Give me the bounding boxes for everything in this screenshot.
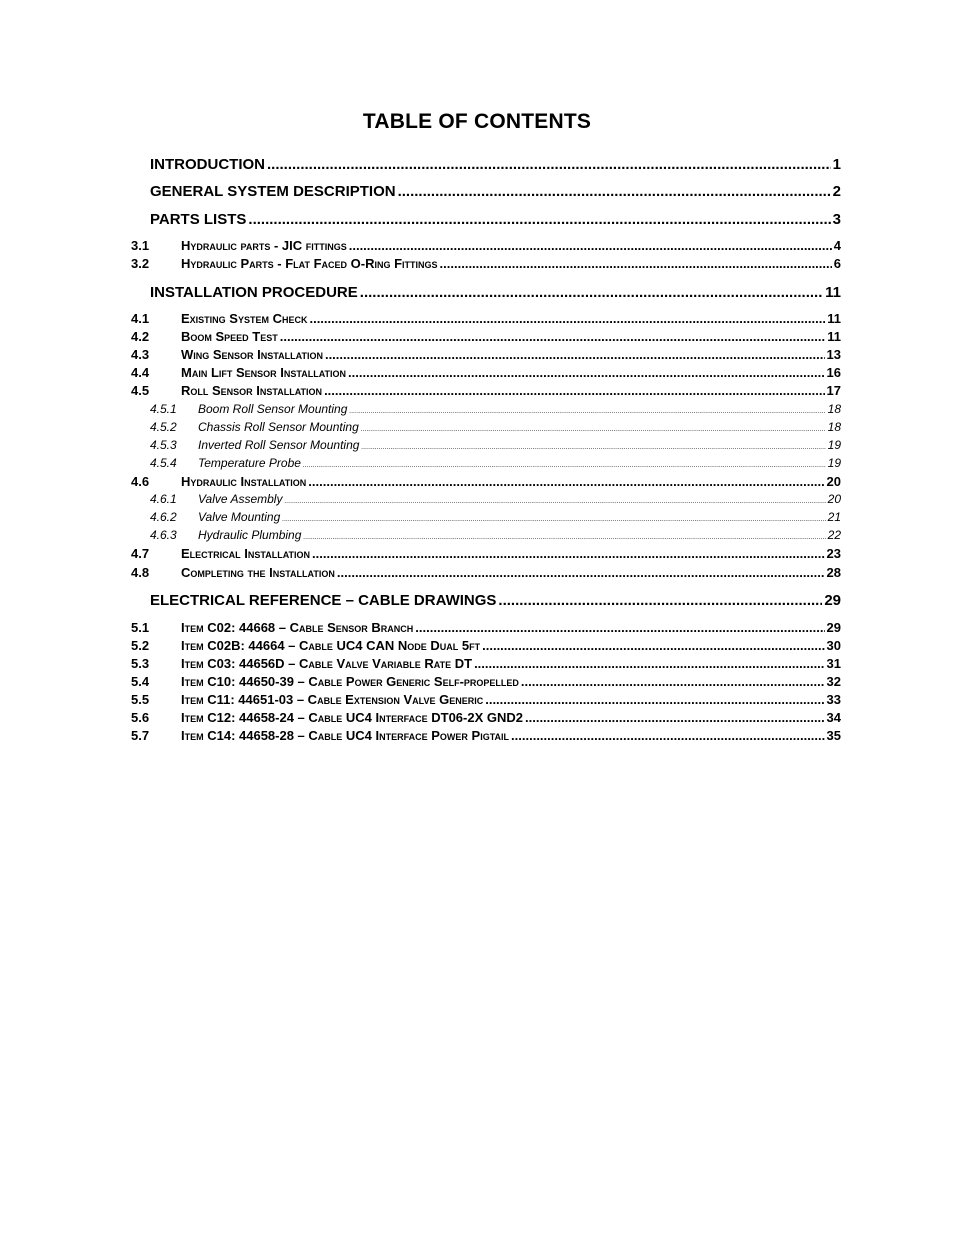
toc-entry-number: 4.6.1	[150, 493, 177, 505]
toc-entry[interactable]	[150, 212, 841, 227]
toc-entry-number: 5.2	[131, 639, 150, 652]
toc-dot-leader	[361, 444, 825, 451]
toc-entry[interactable]	[131, 729, 841, 742]
toc-dot-leader	[360, 285, 823, 300]
toc-entry-title: Inverted Roll Sensor Mounting	[198, 438, 360, 452]
toc-entry-number: 4.1	[131, 312, 150, 325]
toc-dot-leader	[474, 657, 824, 670]
toc-entry[interactable]	[131, 693, 841, 706]
toc-entry[interactable]	[131, 547, 841, 560]
toc-entry[interactable]	[150, 593, 841, 608]
toc-entry-page: 29	[824, 592, 841, 609]
toc-entry[interactable]	[150, 285, 841, 300]
toc-entry-title: Existing System Check	[181, 311, 308, 326]
toc-entry-number: 5.6	[131, 711, 150, 724]
toc-entry-page: 19	[827, 456, 841, 470]
toc-entry[interactable]	[150, 511, 841, 523]
toc-dot-leader	[337, 566, 825, 579]
toc-entry[interactable]	[150, 403, 841, 415]
toc-dot-leader	[282, 516, 825, 523]
toc-entry-page: 19	[827, 438, 841, 452]
toc-dot-leader	[485, 693, 824, 706]
toc-entry-page: 33	[826, 692, 841, 707]
toc-dot-leader	[267, 157, 831, 172]
toc-entry-title: Item C10: 44650-39 – Cable Power Generic Self-propelled	[181, 674, 519, 689]
toc-entry-number: 5.7	[131, 729, 150, 742]
toc-entry[interactable]	[131, 621, 841, 634]
toc-entry-title: Item C11: 44651-03 – Cable Extension Valve Generic	[181, 692, 484, 707]
toc-entry-title: Chassis Roll Sensor Mounting	[198, 420, 359, 434]
toc-entry-page: 29	[826, 620, 841, 635]
toc-entry-number: 5.1	[131, 621, 150, 634]
toc-dot-leader	[440, 257, 832, 270]
toc-dot-leader	[482, 639, 824, 652]
toc-entry-page: 6	[833, 256, 841, 271]
toc-entry[interactable]	[131, 257, 841, 270]
toc-entry[interactable]	[131, 330, 841, 343]
toc-entry[interactable]	[131, 348, 841, 361]
toc-entry-page: 20	[827, 492, 841, 506]
toc-entry-number: 4.6.2	[150, 511, 177, 523]
toc-entry-page: 32	[826, 674, 841, 689]
toc-entry-number: 5.3	[131, 657, 150, 670]
toc-entry[interactable]	[150, 184, 841, 199]
toc-entry-page: 1	[832, 156, 841, 173]
toc-entry-number: 4.3	[131, 348, 150, 361]
toc-dot-leader	[511, 729, 825, 742]
toc-entry-number: 5.4	[131, 675, 150, 688]
toc-entry-page: 21	[827, 510, 841, 524]
toc-entry-number: 3.2	[131, 257, 150, 270]
toc-entry-number: 4.5	[131, 384, 150, 397]
toc-entry-title: INSTALLATION PROCEDURE	[150, 284, 358, 301]
toc-entry-page: 23	[826, 546, 841, 561]
toc-entry[interactable]	[131, 475, 841, 488]
toc-entry[interactable]	[131, 639, 841, 652]
toc-dot-leader	[398, 184, 831, 199]
toc-entry-title: Main Lift Sensor Installation	[181, 365, 347, 380]
toc-dot-leader	[325, 348, 825, 361]
toc-dot-leader	[415, 621, 824, 634]
toc-entry-number: 4.4	[131, 366, 150, 379]
toc-entry-number: 4.5.1	[150, 403, 177, 415]
toc-entry-title: Item C03: 44656D – Cable Valve Variable Rate DT	[181, 656, 473, 671]
toc-entry-page: 18	[827, 402, 841, 416]
toc-entry-title: INTRODUCTION	[150, 156, 265, 173]
toc-entry-title: Item C12: 44658-24 – Cable UC4 Interface DT06-2X GND2	[181, 710, 523, 725]
toc-entry-title: Completing the Installation	[181, 565, 335, 580]
toc-entry-page: 30	[826, 638, 841, 653]
toc-entry-page: 20	[826, 474, 841, 489]
toc-entry[interactable]	[150, 157, 841, 172]
toc-entry-page: 3	[832, 211, 841, 228]
toc-entry-title: Electrical Installation	[181, 546, 311, 561]
toc-dot-leader	[308, 475, 824, 488]
toc-entry-title: Hydraulic Installation	[181, 474, 307, 489]
toc-entry-page: 11	[827, 329, 841, 344]
toc-entry-page: 34	[826, 710, 841, 725]
toc-dot-leader	[284, 498, 825, 505]
toc-dot-leader	[248, 212, 830, 227]
toc-entry-title: GENERAL SYSTEM DESCRIPTION	[150, 183, 396, 200]
toc-entry-number: 4.7	[131, 547, 150, 560]
toc-entry-page: 2	[832, 183, 841, 200]
toc-entry-page: 16	[826, 365, 841, 380]
toc-dot-leader	[361, 426, 826, 433]
toc-entry-number: 4.5.2	[150, 421, 177, 433]
toc-entry-number: 4.5.4	[150, 457, 177, 469]
toc-entry-title: Boom Speed Test	[181, 329, 278, 344]
toc-entry[interactable]	[150, 421, 841, 433]
toc-dot-leader	[280, 330, 826, 343]
toc-entry[interactable]	[131, 657, 841, 670]
toc-entry-title: Temperature Probe	[198, 456, 301, 470]
toc-entry-page: 17	[826, 383, 841, 398]
toc-dot-leader	[525, 711, 825, 724]
toc-entry-number: 5.5	[131, 693, 150, 706]
toc-dot-leader	[303, 462, 826, 469]
toc-entry-number: 4.2	[131, 330, 150, 343]
page-title: TABLE OF CONTENTS	[362, 110, 592, 133]
toc-entry-title: PARTS LISTS	[150, 211, 247, 228]
toc-entry-page: 28	[826, 565, 841, 580]
toc-entry-page: 4	[833, 238, 841, 253]
toc-entry[interactable]	[131, 566, 841, 579]
toc-entry-title: ELECTRICAL REFERENCE – CABLE DRAWINGS	[150, 592, 497, 609]
toc-entry[interactable]	[150, 529, 841, 541]
toc-entry-page: 35	[826, 728, 841, 743]
toc-entry-title: Boom Roll Sensor Mounting	[198, 402, 348, 416]
toc-entry[interactable]	[131, 711, 841, 724]
toc-entry-number: 4.8	[131, 566, 150, 579]
toc-dot-leader	[349, 408, 825, 415]
toc-entry-title: Hydraulic Plumbing	[198, 528, 302, 542]
toc-entry-number: 3.1	[131, 239, 150, 252]
toc-entry[interactable]	[150, 457, 841, 469]
toc-entry-page: 13	[826, 347, 841, 362]
toc-dot-leader	[312, 547, 824, 560]
toc-entry-page: 31	[826, 656, 841, 671]
toc-dot-leader	[309, 312, 825, 325]
toc-entry[interactable]	[131, 675, 841, 688]
toc-dot-leader	[521, 675, 825, 688]
toc-entry-title: Wing Sensor Installation	[181, 347, 323, 362]
toc-entry-page: 11	[827, 311, 841, 326]
toc-entry[interactable]	[131, 366, 841, 379]
toc-entry[interactable]	[150, 493, 841, 505]
toc-dot-leader	[349, 239, 832, 252]
toc-entry-title: Hydraulic parts - JIC fittings	[181, 238, 347, 253]
toc-entry-title: Valve Mounting	[198, 510, 281, 524]
toc-entry-number: 4.5.3	[150, 439, 177, 451]
toc-entry-title: Item C02: 44668 – Cable Sensor Branch	[181, 620, 414, 635]
toc-entry-title: Item C14: 44658-28 – Cable UC4 Interface Power Pigtail	[181, 728, 510, 743]
toc-entry[interactable]	[131, 312, 841, 325]
toc-entry-title: Valve Assembly	[198, 492, 283, 506]
toc-entry-title: Roll Sensor Installation	[181, 383, 323, 398]
toc-entry[interactable]	[150, 439, 841, 451]
toc-dot-leader	[498, 593, 822, 608]
toc-entry-number: 4.6.3	[150, 529, 177, 541]
toc-entry-title: Hydraulic Parts - Flat Faced O-Ring Fittings	[181, 256, 438, 271]
toc-entry-page: 18	[827, 420, 841, 434]
toc-entry-page: 22	[827, 528, 841, 542]
toc-dot-leader	[348, 366, 824, 379]
toc-entry-page: 11	[825, 284, 841, 301]
toc-dot-leader	[324, 384, 824, 397]
toc-entry-number: 4.6	[131, 475, 150, 488]
toc-entry[interactable]	[131, 384, 841, 397]
toc-entry[interactable]	[131, 239, 841, 252]
toc-dot-leader	[303, 534, 825, 541]
toc-entry-title: Item C02B: 44664 – Cable UC4 CAN Node Dual 5ft	[181, 638, 481, 653]
